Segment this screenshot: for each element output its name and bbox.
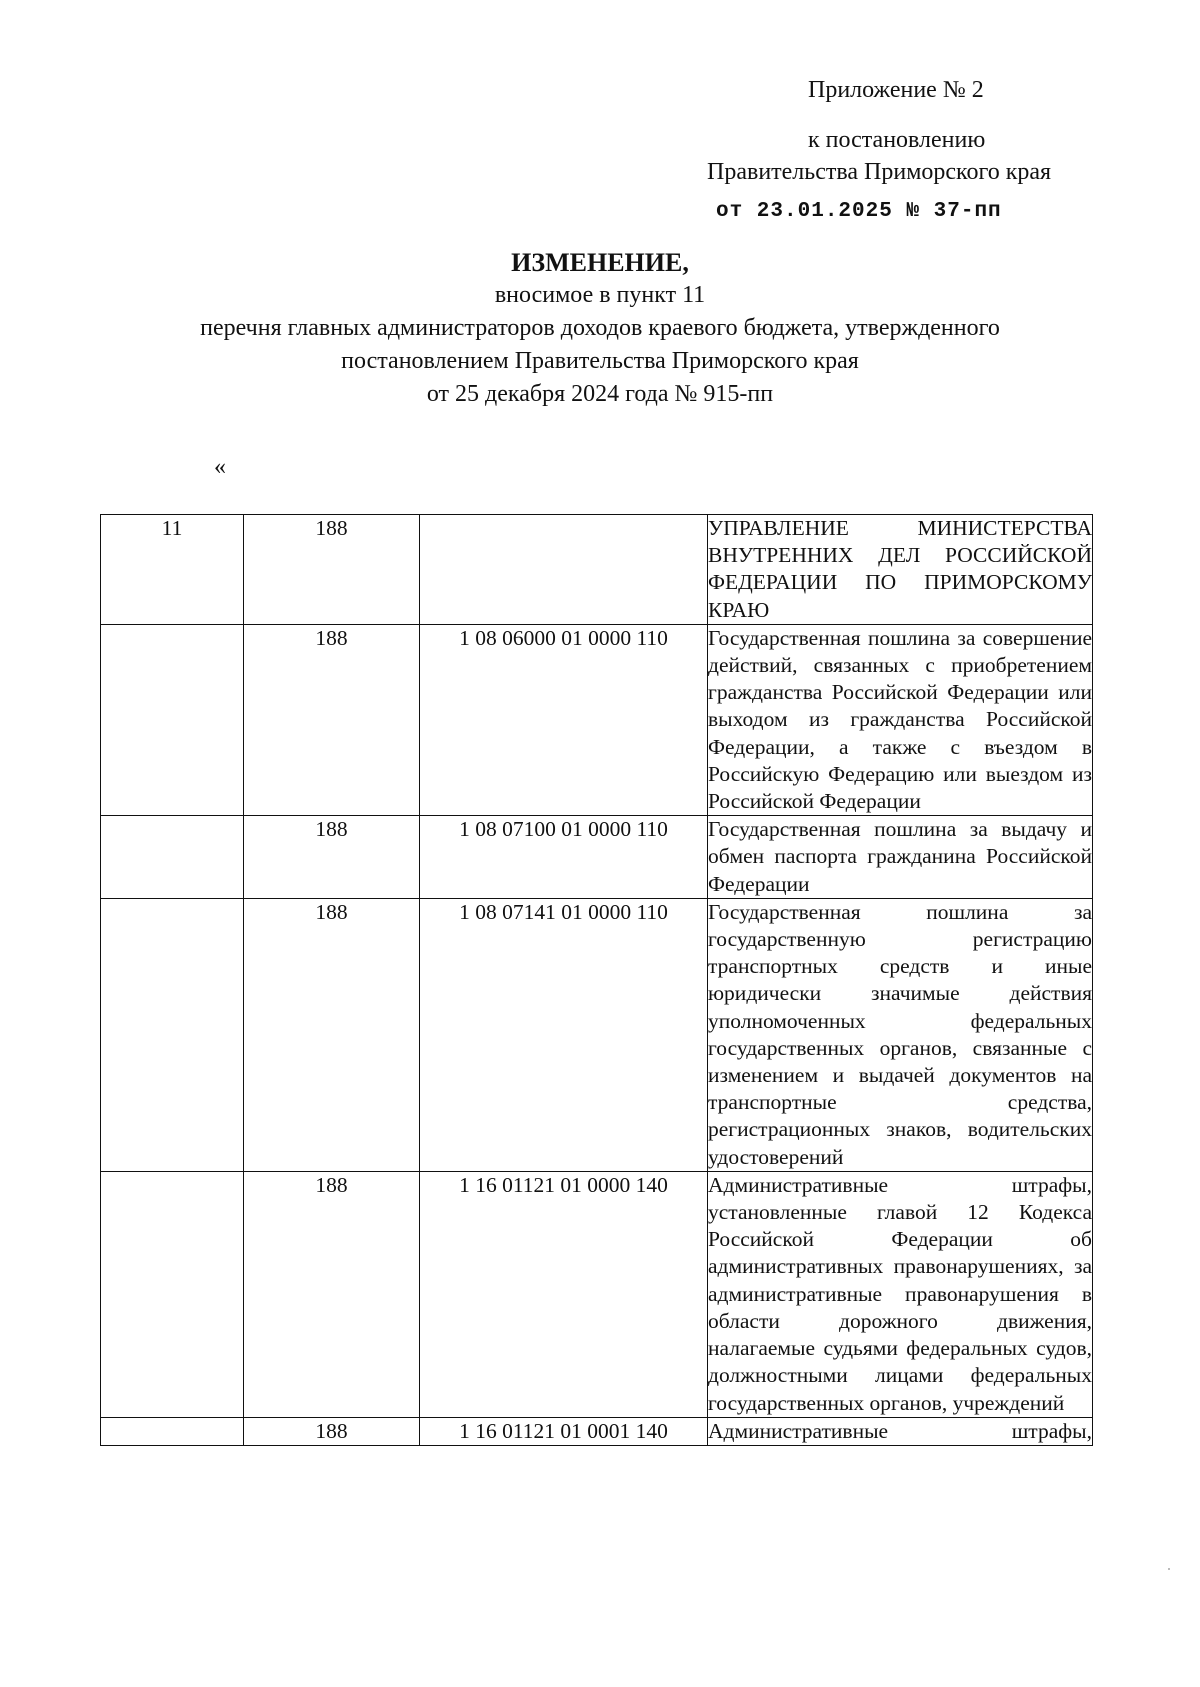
document-heading: ИЗМЕНЕНИЕ, <box>511 248 689 277</box>
revenue-administrators-table <box>100 514 1093 1446</box>
table-row <box>101 898 1093 1171</box>
revenue-name-cell: Административные штрафы, <box>708 1417 1093 1445</box>
title-line-2: вносимое в пункт 11 <box>494 282 706 308</box>
opening-quote: « <box>214 454 226 480</box>
title-line-4: постановлением Правительства Приморского края <box>341 348 859 374</box>
row-number-cell <box>101 898 244 1171</box>
title-line-3: перечня главных администраторов доходов краевого бюджета, утвержденного <box>200 315 1000 341</box>
table-row <box>101 1171 1093 1417</box>
title-line-5: от 25 декабря 2024 года № 915-пп <box>426 381 774 407</box>
admin-code-cell: 188 <box>244 624 420 815</box>
table-row <box>101 515 1093 625</box>
admin-code-cell: 188 <box>244 1171 420 1417</box>
revenue-name-cell: Административные штрафы, установленные главой 12 Кодекса Российской Федерации об административных правонарушениях, за административные правонарушения в области дорожного движения, налагаемые судьями федеральных судов, должностными лицами федеральных государственных органов, учреждений <box>708 1171 1093 1417</box>
revenue-code-cell: 1 16 01121 01 0000 140 <box>420 1171 708 1417</box>
annex-label: Приложение № 2 <box>808 77 984 103</box>
row-number-cell <box>101 1171 244 1417</box>
admin-code-cell: 188 <box>244 1417 420 1445</box>
table-row <box>101 1417 1093 1445</box>
revenue-code-cell: 1 08 06000 01 0000 110 <box>420 624 708 815</box>
revenue-name-cell: Государственная пошлина за государственную регистрацию транспортных средств и иные юридически значимые действия уполномоченных федеральных государственных органов, связанные с изменением и выдачей документов на транспортные средства, регистрационных знаков, водительских удостоверений <box>708 898 1093 1171</box>
revenue-code-cell: 1 16 01121 01 0001 140 <box>420 1417 708 1445</box>
annex-government: Правительства Приморского края <box>707 159 1052 185</box>
row-number-cell <box>101 624 244 815</box>
admin-code-cell: 188 <box>244 515 420 625</box>
admin-code-cell: 188 <box>244 898 420 1171</box>
annex-ref-line: к постановлению <box>808 127 986 153</box>
revenue-code-cell: 1 08 07141 01 0000 110 <box>420 898 708 1171</box>
row-number-cell <box>101 1417 244 1445</box>
document-title-block <box>0 246 1200 411</box>
revenue-code-cell: 1 08 07100 01 0000 110 <box>420 816 708 899</box>
admin-code-cell: 188 <box>244 816 420 899</box>
revenue-name-cell: Государственная пошлина за выдачу и обмен паспорта гражданина Российской Федерации <box>708 816 1093 899</box>
revenue-name-cell: УПРАВЛЕНИЕ МИНИСТЕРСТВА ВНУТРЕННИХ ДЕЛ РОССИЙСКОЙ ФЕДЕРАЦИИ ПО ПРИМОРСКОМУ КРАЮ <box>708 515 1093 625</box>
revenue-name-cell: Государственная пошлина за совершение действий, связанных с приобретением гражданства Российской Федерации или выходом из гражданства Российской Федерации, а также с въездом в Российскую Федерацию или выездом из Российской Федерации <box>708 624 1093 815</box>
revenue-code-cell <box>420 515 708 625</box>
row-number-cell: 11 <box>101 515 244 625</box>
row-number-cell <box>101 816 244 899</box>
scan-artifact <box>1168 1568 1170 1570</box>
annex-decree-date-number: от 23.01.2025 № 37-пп <box>716 200 1002 223</box>
table-row <box>101 624 1093 815</box>
table-row <box>101 816 1093 899</box>
